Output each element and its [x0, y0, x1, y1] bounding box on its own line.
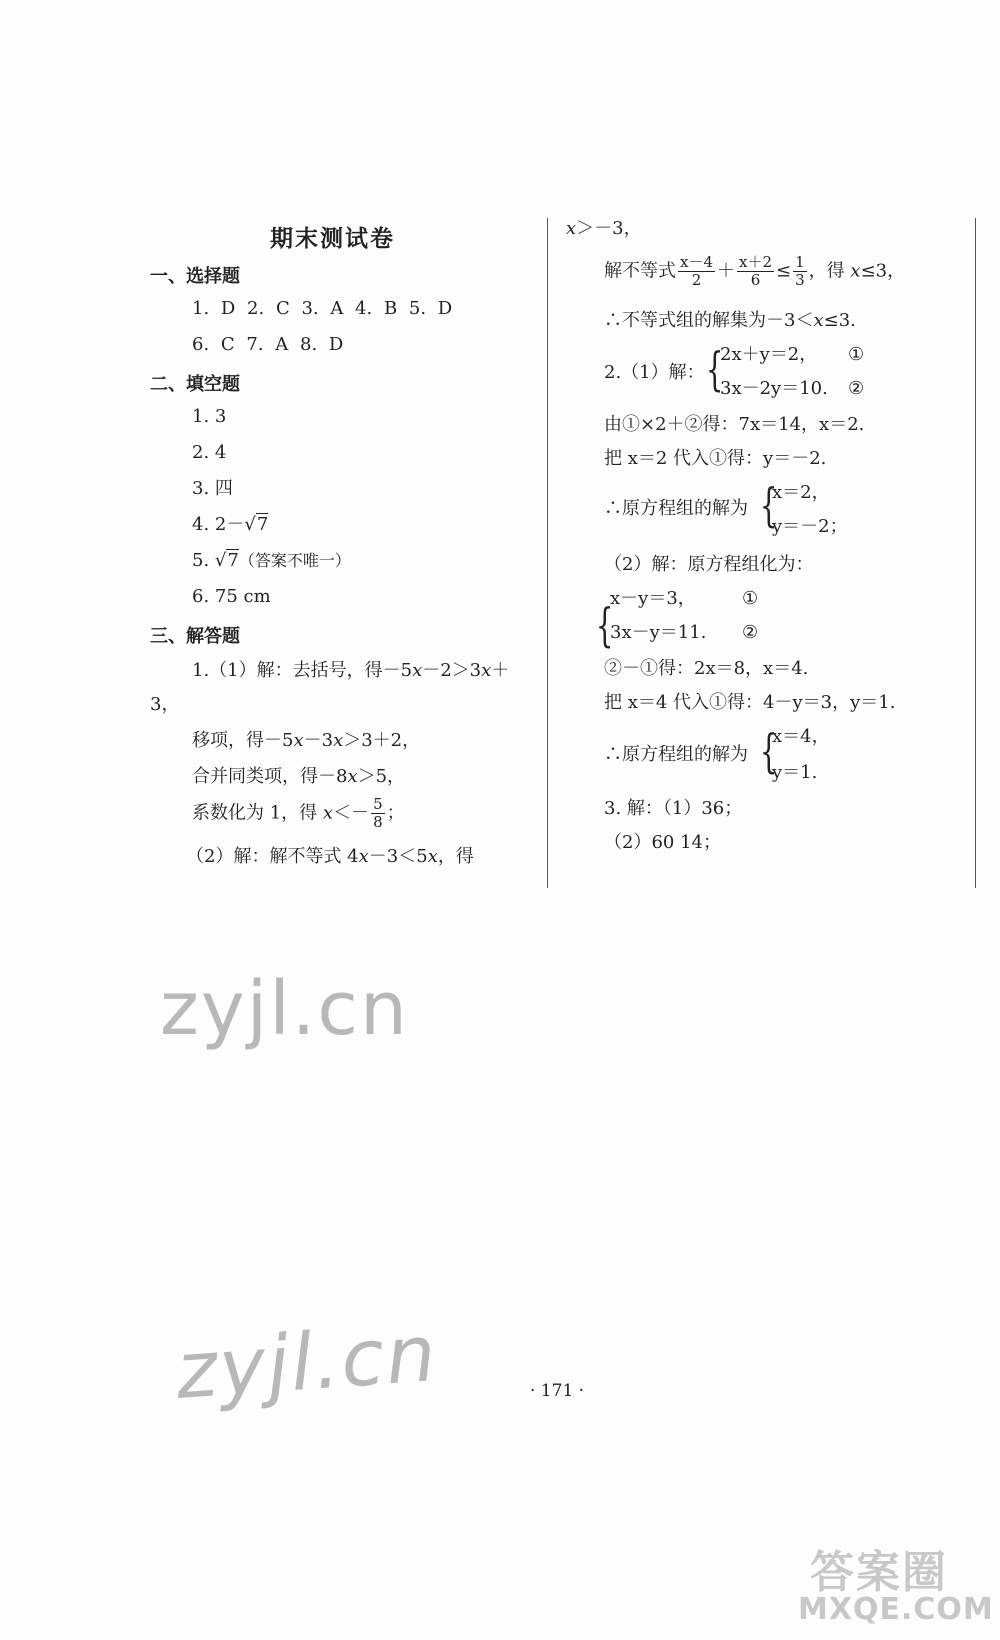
text: （2）解：解不等式 4 — [186, 846, 359, 867]
section-heading-fill: 二、填空题 — [150, 374, 240, 395]
right-line13: 3. 解：（1）36； — [604, 798, 743, 819]
section-heading-choice: 一、选择题 — [150, 266, 240, 287]
right-border — [975, 218, 976, 888]
solution1-y: y＝－2； — [772, 516, 848, 537]
text: 合并同类项，得－8 — [192, 766, 348, 787]
fill-answer-3: 3. 四 — [192, 478, 233, 499]
denominator: 3 — [795, 271, 805, 289]
right-line5: 由①×2＋②得：7x＝14，x＝2. — [604, 414, 865, 435]
denominator: 8 — [373, 813, 383, 831]
solve-1-line2: 3， — [150, 694, 180, 715]
right-line6: 把 x＝2 代入①得：y＝－2. — [604, 448, 827, 469]
text: ＞－3， — [576, 218, 642, 239]
system1-eq2: 3x－2y＝10. — [720, 378, 828, 399]
var: x — [427, 846, 438, 867]
text: ＋ — [491, 660, 510, 681]
numerator: x＋2 — [739, 253, 773, 271]
fraction-1-over-3 — [793, 254, 807, 289]
text: ＞5， — [357, 766, 406, 787]
text: ，得 — [808, 260, 851, 282]
brace-system-2: { — [595, 598, 614, 652]
fraction-x-4-over-2 — [678, 254, 715, 289]
fill-answer-6: 6. 75 cm — [192, 586, 271, 607]
solution1-label: ∴原方程组的解为 — [604, 498, 748, 519]
text: －3 — [303, 730, 334, 751]
text: ≤3. — [823, 310, 856, 331]
brace-solution-1: { — [759, 478, 778, 532]
system2-eq2: 3x－y＝11. — [610, 622, 707, 643]
denominator: 6 — [750, 271, 761, 289]
solve-1-line4 — [192, 766, 405, 788]
solution2-x: x＝4， — [772, 726, 830, 747]
system2-mark2: ② — [742, 622, 759, 643]
page-number: · 171 · — [530, 1381, 585, 1401]
var: x — [347, 766, 358, 787]
fill-answer-4-radicand: 7 — [256, 514, 269, 535]
system1-mark1: ① — [848, 344, 865, 365]
fill-answer-2: 2. 4 — [192, 442, 227, 463]
text: ＞3＋2， — [343, 730, 421, 751]
solve-2-line1 — [186, 846, 474, 868]
solve-1-line5 — [192, 796, 405, 831]
system1-eq1: 2x＋y＝2， — [720, 344, 818, 365]
text: 移项，得－5 — [192, 730, 294, 751]
right-line3 — [604, 310, 856, 332]
right-line2 — [604, 254, 905, 289]
var: x — [566, 218, 577, 239]
brace-solution-2: { — [759, 724, 778, 778]
text: ＋ — [717, 260, 736, 282]
var: x — [481, 660, 492, 681]
choice-answers-row2: 6. C 7. A 8. D — [192, 334, 344, 355]
text: ＜－ — [333, 802, 370, 824]
fill-answer-5-prefix: 5. — [192, 550, 215, 571]
q2-label: 2.（1）解： — [604, 362, 705, 383]
numerator: 5 — [373, 795, 383, 813]
fill-answer-4: 4. 2－√7 — [192, 514, 269, 535]
solve-1-line1 — [192, 660, 509, 682]
text: －2＞3 — [422, 660, 482, 681]
fill-answer-5: 5. √7（答案不唯一） — [192, 550, 351, 571]
brace-system-1: { — [705, 342, 724, 396]
watermark-zyjl-2: zyjl.cn — [173, 1308, 441, 1418]
var: x — [293, 730, 304, 751]
solve-1-line3 — [192, 730, 420, 752]
right-line11: 把 x＝4 代入①得：4－y＝3，y＝1. — [604, 692, 896, 713]
section-heading-solve: 三、解答题 — [150, 626, 240, 647]
watermark-mxqe: MXQE.COM — [798, 1592, 994, 1627]
system1-mark2: ② — [848, 378, 865, 399]
right-line8: （2）解：原方程组化为： — [604, 554, 814, 575]
text: ，得 — [437, 846, 474, 867]
var: x — [358, 846, 369, 867]
text: ； — [386, 802, 405, 824]
fill-answer-5-note: （答案不唯一） — [238, 551, 351, 570]
var: x — [412, 660, 423, 681]
fraction-5-8 — [371, 796, 385, 831]
fill-answer-4-prefix: 4. 2－ — [192, 514, 245, 535]
denominator: 2 — [691, 271, 702, 289]
column-divider — [547, 218, 548, 888]
system2-mark1: ① — [742, 588, 759, 609]
solution1-x: x＝2， — [772, 482, 830, 503]
right-line14: （2）60 14； — [604, 832, 721, 853]
text: 解不等式 — [604, 260, 676, 282]
text: －3＜5 — [368, 846, 428, 867]
right-line10: ②－①得：2x＝8，x＝4. — [604, 658, 809, 679]
text: ∴不等式组的解集为－3＜ — [604, 310, 814, 331]
fraction-x+2-over-6 — [737, 254, 774, 289]
text: ≤3， — [860, 260, 906, 282]
var: x — [333, 730, 344, 751]
watermark-answer-circle: 答案圈 — [810, 1547, 948, 1598]
text: 1.（1）解：去括号，得－5 — [192, 660, 413, 681]
right-line1 — [566, 218, 642, 240]
watermark-zyjl-1: zyjl.cn — [160, 966, 409, 1052]
var: x — [813, 310, 824, 331]
solution2-label: ∴原方程组的解为 — [604, 744, 748, 765]
system2-eq1: x－y＝3， — [610, 588, 696, 609]
var: x — [322, 802, 334, 824]
solution2-y: y＝1. — [772, 762, 818, 783]
text: ≤ — [776, 260, 792, 282]
choice-answers-row1: 1. D 2. C 3. A 4. B 5. D — [192, 298, 453, 319]
text: 系数化为 1，得 — [192, 802, 323, 824]
numerator: x－4 — [680, 253, 714, 271]
var: x — [850, 260, 861, 282]
fill-answer-5-radicand: 7 — [227, 550, 239, 571]
page-title: 期末测试卷 — [270, 226, 395, 252]
numerator: 1 — [795, 253, 805, 271]
fill-answer-1: 1. 3 — [192, 406, 227, 427]
